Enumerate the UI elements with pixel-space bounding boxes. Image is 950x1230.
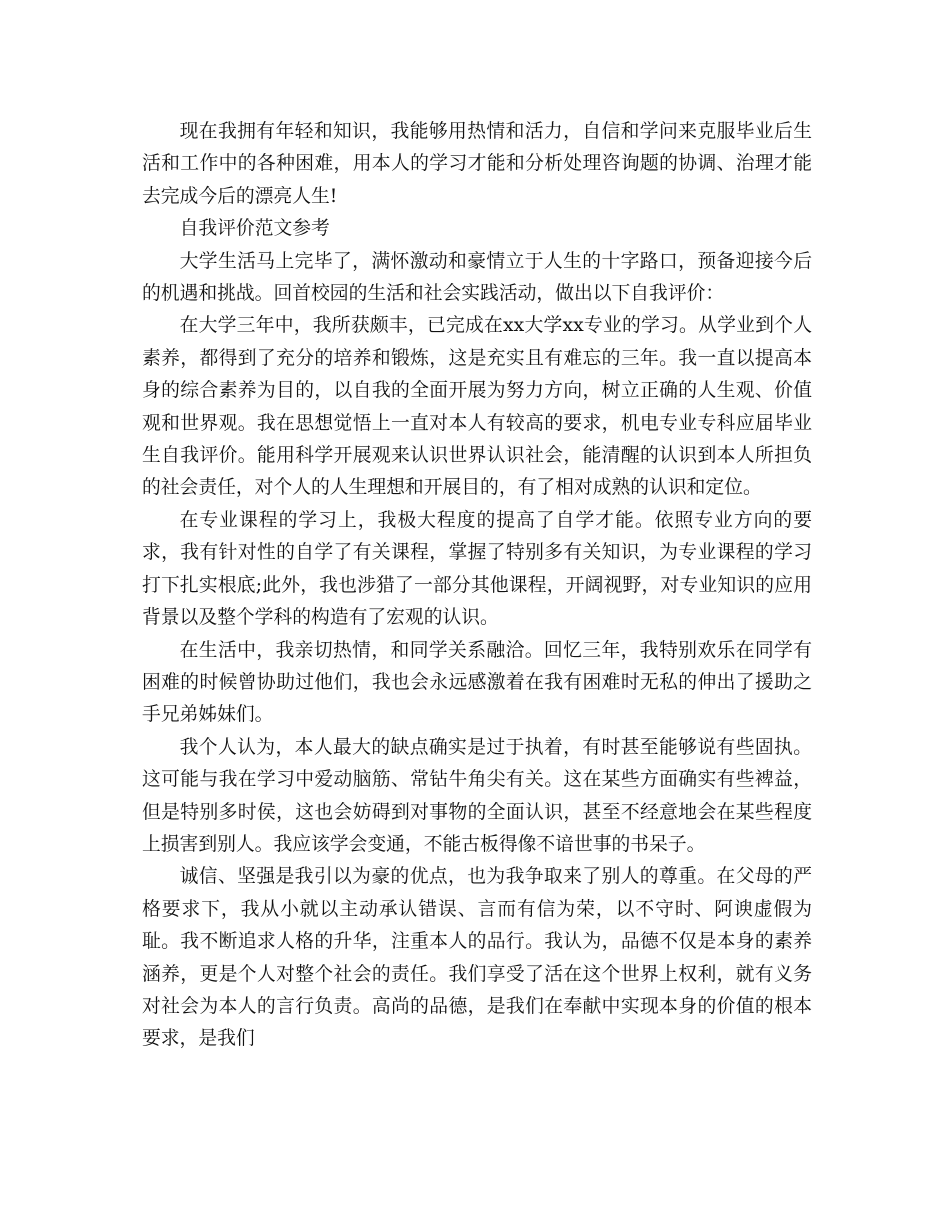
paragraph: 在生活中，我亲切热情，和同学关系融洽。回忆三年，我特别欢乐在同学有困难的时候曾协助过他们，我也会永远感激着在我有困难时无私的伸出了援助之手兄弟姊妹们。 — [142, 639, 812, 726]
paragraph: 在专业课程的学习上，我极大程度的提高了自学才能。依照专业方向的要求，我有针对性的自学了有关课程，掌握了特别多有关知识，为专业课程的学习打下扎实根底;此外，我也涉猎了一部分其他课程，开阔视野，对专业知识的应用背景以及整个学科的构造有了宏观的认识。 — [142, 509, 812, 629]
paragraph: 大学生活马上完毕了，满怀激动和豪情立于人生的十字路口，预备迎接今后的机遇和挑战。回首校园的生活和社会实践活动，做出以下自我评价： — [142, 250, 812, 305]
document-body — [142, 116, 812, 1056]
paragraph: 诚信、坚强是我引以为豪的优点，也为我争取来了别人的尊重。在父母的严格要求下，我从小就以主动承认错误、言而有信为荣，以不守时、阿谀虚假为耻。我不断追求人格的升华，注重本人的品行。我认为，品德不仅是本身的素养涵养，更是个人对整个社会的责任。我们享受了活在这个世界上权利，就有义务对社会为本人的言行负责。高尚的品德，是我们在奉献中实现本身的价值的根本要求，是我们 — [142, 866, 812, 1050]
paragraph: 在大学三年中，我所获颇丰，已完成在xx大学xx专业的学习。从学业到个人素养，都得到了充分的培养和锻炼，这是充实且有难忘的三年。我一直以提高本身的综合素养为目的，以自我的全面开展为努力方向，树立正确的人生观、价值观和世界观。我在思想觉悟上一直对本人有较高的要求，机电专业专科应届毕业生自我评价。能用科学开展观来认识世界认识社会，能清醒的认识到本人所担负的社会责任，对个人的人生理想和开展目的，有了相对成熟的认识和定位。 — [142, 315, 812, 499]
paragraph: 现在我拥有年轻和知识，我能够用热情和活力，自信和学问来克服毕业后生活和工作中的各种困难，用本人的学习才能和分析处理咨询题的协调、治理才能去完成今后的漂亮人生! — [142, 121, 812, 207]
paragraph: 我个人认为，本人最大的缺点确实是过于执着，有时甚至能够说有些固执。这可能与我在学习中爱动脑筋、常钻牛角尖有关。这在某些方面确实有些裨益，但是特别多时侯，这也会妨碍到对事物的全面认识，甚至不经意地会在某些程度上损害到别人。我应该学会变通，不能古板得像不谙世事的书呆子。 — [142, 736, 812, 855]
section-heading: 自我评价范文参考 — [179, 218, 330, 240]
